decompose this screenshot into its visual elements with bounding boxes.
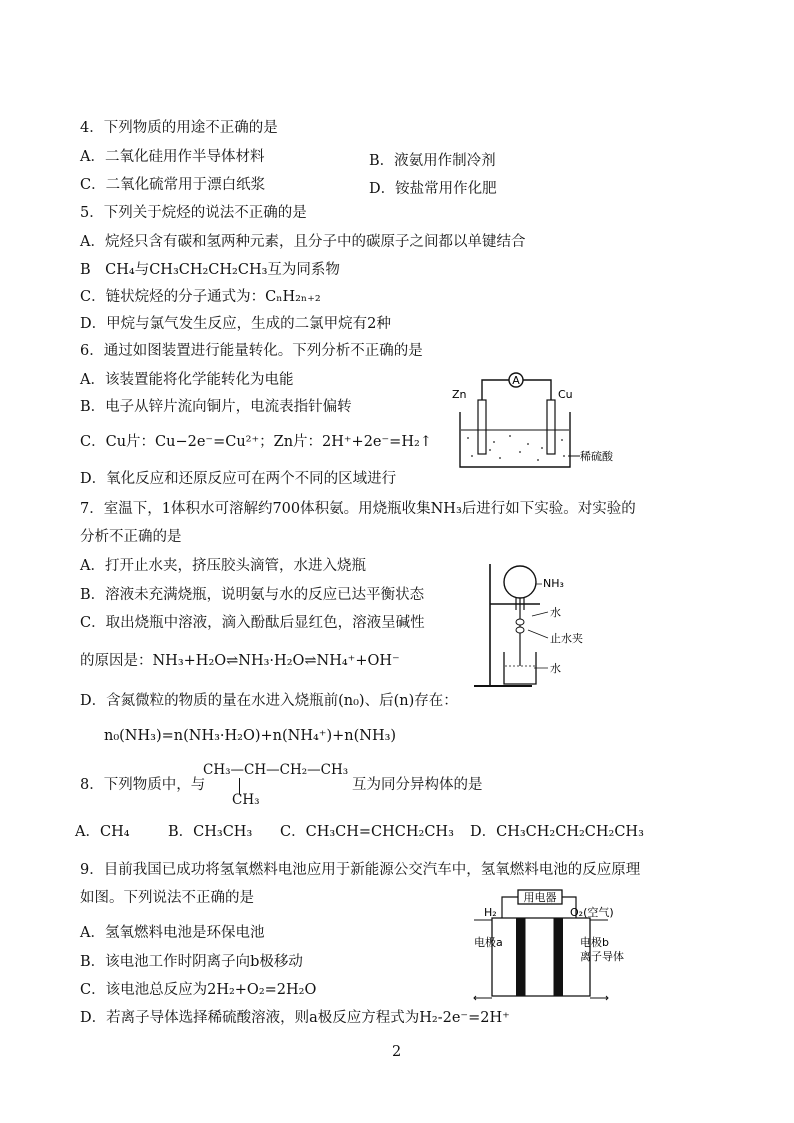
q4-option-c: C．二氧化硫常用于漂白纸浆 <box>80 177 266 193</box>
water-bottom-label: 水 <box>550 662 561 675</box>
q9-option-a: A．氢氧燃料电池是环保电池 <box>80 925 265 941</box>
q7-stem-line2: 分析不正确的是 <box>80 529 182 545</box>
clamp-label: 止水夹 <box>550 632 583 645</box>
appliance-label: 用电器 <box>523 891 557 904</box>
q7-option-c: C．取出烧瓶中溶液，滴入酚酞后显红色，溶液呈碱性 <box>80 615 425 631</box>
q5-option-d: D．甲烷与氯气发生反应，生成的二氯甲烷有2种 <box>80 316 391 332</box>
cell-body <box>492 918 590 996</box>
q9-stem-line2: 如图。下列说法不正确的是 <box>80 890 254 906</box>
electrode-a <box>516 918 525 996</box>
q8-structure-branch: CH₃ <box>232 792 260 808</box>
q4-stem: 4．下列物质的用途不正确的是 <box>80 120 278 136</box>
ammeter-label: A <box>512 374 520 387</box>
q6-option-a: A．该装置能将化学能转化为电能 <box>80 372 294 388</box>
nh3-label: NH₃ <box>543 577 564 590</box>
o2-label: O₂(空气) <box>570 906 614 919</box>
fuel-cell-figure <box>472 888 624 1003</box>
zinc-electrode <box>478 400 486 454</box>
q4-option-b: B．液氨用作制冷剂 <box>369 153 496 169</box>
cu-label: Cu <box>558 388 573 401</box>
electrode-a-label: 电极a <box>474 936 503 949</box>
q4-option-d: D．铵盐常用作化肥 <box>369 181 497 197</box>
q5-option-b: B CH₄与CH₃CH₂CH₂CH₃互为同系物 <box>80 262 340 278</box>
flask <box>504 566 536 598</box>
q8-option-a: A．CH₄ <box>75 824 130 840</box>
q8-stem: 8．下列物质中，与 <box>80 777 206 793</box>
q8-option-c: C．CH₃CH=CHCH₂CH₃ <box>280 824 454 840</box>
copper-electrode <box>547 400 555 454</box>
q8-option-b: B．CH₃CH₃ <box>168 824 253 840</box>
q7-stem-line1: 7．室温下，1体积水可溶解约700体积氨。用烧瓶收集NH₃后进行如下实验。对实验的 <box>80 501 636 517</box>
q8-stem-end: 互为同分异构体的是 <box>352 777 483 793</box>
q6-option-c: C．Cu片：Cu−2e⁻=Cu²⁺；Zn片：2H⁺+2e⁻=H₂↑ <box>80 434 432 450</box>
h2-label: H₂ <box>484 906 497 919</box>
q5-stem: 5．下列关于烷烃的说法不正确的是 <box>80 205 307 221</box>
q9-option-c: C．该电池总反应为2H₂+O₂=2H₂O <box>80 982 317 998</box>
electrode-b <box>554 918 563 996</box>
q6-stem: 6．通过如图装置进行能量转化。下列分析不正确的是 <box>80 343 423 359</box>
zn-label: Zn <box>452 388 467 401</box>
galvanic-cell-figure <box>450 372 613 477</box>
q8-option-d: D．CH₃CH₂CH₂CH₂CH₃ <box>470 824 644 840</box>
q7-option-a: A．打开止水夹，挤压胶头滴管，水进入烧瓶 <box>80 558 366 574</box>
q9-stem-line1: 9．目前我国已成功将氢氧燃料电池应用于新能源公交汽车中，氢氧燃料电池的反应原理 <box>80 862 641 878</box>
q8-structure-main: CH₃—CH—CH₂—CH₃ <box>203 762 349 778</box>
electrode-b-label: 电极b <box>580 936 609 949</box>
ammonia-fountain-figure <box>470 560 590 690</box>
page-number: 2 <box>392 1044 402 1060</box>
q9-option-d: D．若离子导体选择稀硫酸溶液，则a极反应方程式为H₂-2e⁻=2H⁺ <box>80 1010 510 1026</box>
q7-option-d: D．含氮微粒的物质的量在水进入烧瓶前(n₀)、后(n)存在： <box>80 693 458 709</box>
fuel-cell-svg <box>472 888 624 1003</box>
q7-option-c-cont: 的原因是：NH₃+H₂O⇌NH₃·H₂O⇌NH₄⁺+OH⁻ <box>80 653 400 669</box>
water-top-label: 水 <box>550 606 561 619</box>
stopcock <box>516 619 524 625</box>
q7-equation: n₀(NH₃)=n(NH₃·H₂O)+n(NH₄⁺)+n(NH₃) <box>104 728 397 744</box>
galvanic-cell-svg <box>450 372 613 477</box>
q5-option-c: C．链状烷烃的分子通式为：CₙH₂ₙ₊₂ <box>80 289 321 305</box>
q6-option-d: D．氧化反应和还原反应可在两个不同的区域进行 <box>80 471 397 487</box>
ion-conductor-label: 离子导体 <box>580 950 624 963</box>
q4-option-a: A．二氧化硅用作半导体材料 <box>80 149 265 165</box>
q6-option-b: B．电子从锌片流向铜片，电流表指针偏转 <box>80 399 352 415</box>
q5-option-a: A．烷烃只含有碳和氢两种元素，且分子中的碳原子之间都以单键结合 <box>80 234 526 250</box>
acid-label: 稀硫酸 <box>580 450 613 463</box>
fountain-svg <box>470 560 590 690</box>
q7-option-b: B．溶液未充满烧瓶，说明氨与水的反应已达平衡状态 <box>80 587 425 603</box>
q9-option-b: B．该电池工作时阴离子向b极移动 <box>80 954 303 970</box>
